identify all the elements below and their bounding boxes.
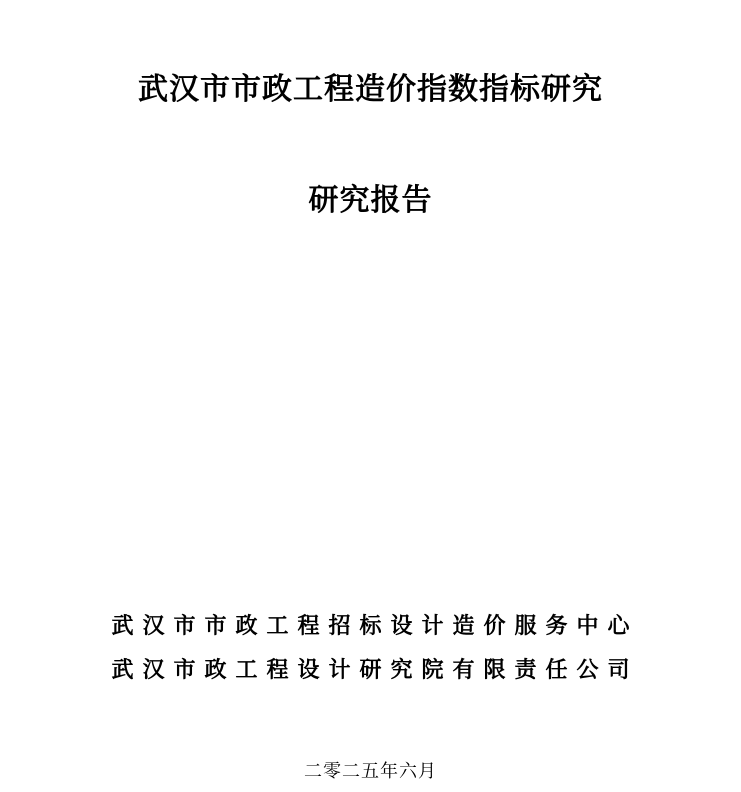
organization-name-secondary: 武汉市政工程设计研究院有限责任公司 [111, 657, 639, 682]
publication-date: 二零二五年六月 [304, 761, 437, 781]
date-block [0, 757, 741, 783]
organization-block [0, 615, 741, 681]
page-title: 武汉市市政工程造价指数指标研究 [138, 73, 603, 106]
title-block [0, 70, 741, 220]
organization-name-primary: 武汉市市政工程招标设计造价服务中心 [111, 613, 639, 638]
page-subtitle: 研究报告 [308, 184, 433, 217]
